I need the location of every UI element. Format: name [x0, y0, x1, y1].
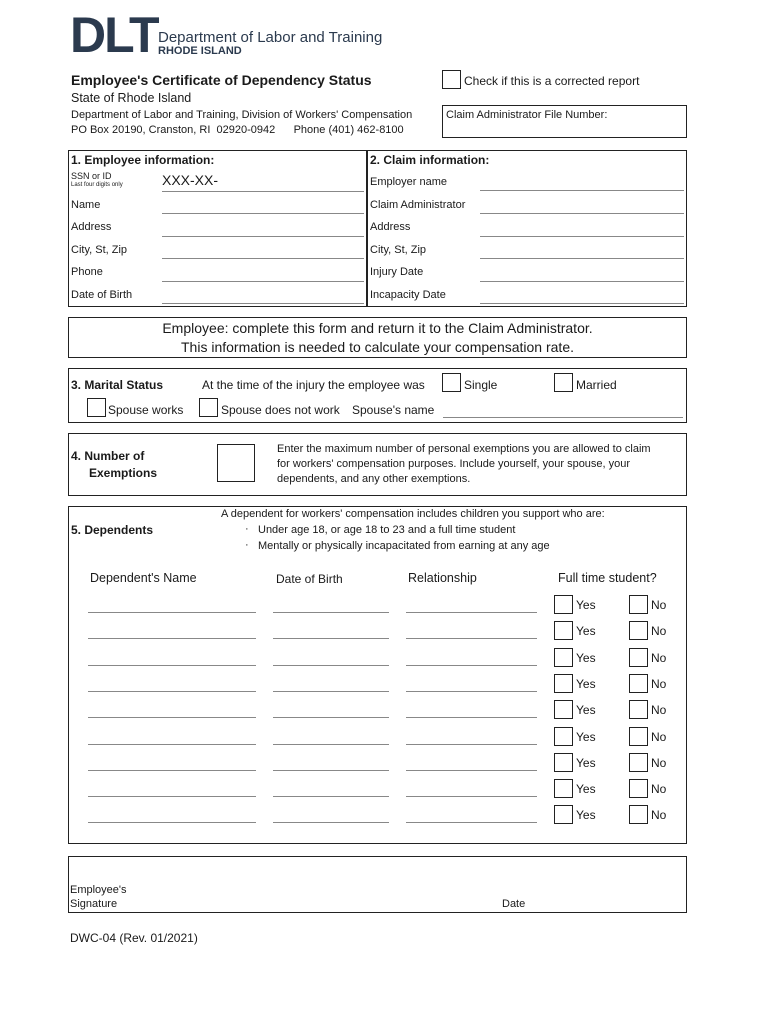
student-yes-checkbox[interactable]	[554, 621, 573, 640]
student-no-checkbox[interactable]	[629, 753, 648, 772]
married-label: Married	[576, 378, 617, 392]
emp-name-label: Name	[71, 199, 101, 211]
signature-box	[68, 856, 687, 913]
dependent-relationship-line[interactable]	[406, 638, 537, 639]
notice-line2: This information is needed to calculate your compensation rate.	[181, 339, 574, 355]
dependent-name-line[interactable]	[88, 822, 256, 823]
dept-name: Department of Labor and Training	[158, 29, 383, 46]
student-yes-checkbox[interactable]	[554, 595, 573, 614]
dependent-relationship-line[interactable]	[406, 717, 537, 718]
student-yes-label: Yes	[576, 651, 596, 665]
emp-name-line[interactable]	[162, 213, 364, 214]
student-no-label: No	[651, 624, 667, 638]
student-yes-label: Yes	[576, 782, 596, 796]
emp-phone-line[interactable]	[162, 281, 364, 282]
exemptions-instr2: for workers' compensation purposes. Include yourself, your spouse, your	[277, 458, 631, 470]
col-student-header: Full time student?	[558, 571, 657, 585]
dependent-relationship-line[interactable]	[406, 822, 537, 823]
dependent-relationship-line[interactable]	[406, 691, 537, 692]
employer-name-line[interactable]	[480, 190, 684, 191]
bullet1-dot: ·	[245, 523, 249, 535]
emp-address-line[interactable]	[162, 236, 364, 237]
student-no-checkbox[interactable]	[629, 700, 648, 719]
dependent-relationship-line[interactable]	[406, 612, 537, 613]
dependent-name-line[interactable]	[88, 744, 256, 745]
spouse-name-line[interactable]	[443, 417, 683, 418]
form-id: DWC-04 (Rev. 01/2021)	[70, 931, 198, 945]
dependent-dob-line[interactable]	[273, 770, 389, 771]
claim-file-label: Claim Administrator File Number:	[446, 109, 608, 121]
emp-phone-label: Phone	[71, 266, 103, 278]
section2-title: 2. Claim information:	[370, 153, 490, 167]
student-no-label: No	[651, 703, 667, 717]
student-yes-label: Yes	[576, 730, 596, 744]
signature-line[interactable]	[125, 911, 495, 912]
student-no-label: No	[651, 808, 667, 822]
dependent-dob-line[interactable]	[273, 691, 389, 692]
ssn-value: XXX-XX-	[162, 172, 219, 188]
dependent-name-line[interactable]	[88, 638, 256, 639]
info-divider	[366, 150, 368, 307]
section3-title: 3. Marital Status	[71, 378, 164, 392]
student-no-label: No	[651, 651, 667, 665]
student-yes-label: Yes	[576, 624, 596, 638]
signature-label-line1: Employee's	[70, 884, 127, 896]
dependent-dob-line[interactable]	[273, 612, 389, 613]
single-label: Single	[464, 378, 498, 392]
student-no-label: No	[651, 730, 667, 744]
emp-dob-label: Date of Birth	[71, 289, 133, 301]
student-yes-checkbox[interactable]	[554, 648, 573, 667]
student-yes-label: Yes	[576, 703, 596, 717]
marital-prompt: At the time of the injury the employee was	[202, 378, 425, 392]
student-yes-checkbox[interactable]	[554, 805, 573, 824]
spouse-name-label: Spouse's name	[352, 403, 435, 417]
student-yes-checkbox[interactable]	[554, 700, 573, 719]
student-no-checkbox[interactable]	[629, 595, 648, 614]
dependent-dob-line[interactable]	[273, 744, 389, 745]
dependent-relationship-line[interactable]	[406, 770, 537, 771]
spouse-works-checkbox[interactable]	[87, 398, 106, 417]
single-checkbox[interactable]	[442, 373, 461, 392]
student-yes-label: Yes	[576, 756, 596, 770]
student-no-checkbox[interactable]	[629, 674, 648, 693]
dependent-relationship-line[interactable]	[406, 665, 537, 666]
student-no-label: No	[651, 756, 667, 770]
married-checkbox[interactable]	[554, 373, 573, 392]
student-yes-label: Yes	[576, 598, 596, 612]
corrected-report-label: Check if this is a corrected report	[464, 74, 640, 88]
dependent-name-line[interactable]	[88, 612, 256, 613]
dependent-name-line[interactable]	[88, 770, 256, 771]
student-no-checkbox[interactable]	[629, 727, 648, 746]
ssn-sublabel: Last four digits only	[71, 182, 123, 188]
dependents-intro: A dependent for workers' compensation includes children you support who are:	[221, 508, 605, 520]
employer-name-label: Employer name	[370, 176, 448, 188]
dependent-dob-line[interactable]	[273, 665, 389, 666]
claim-admin-label: Claim Administrator	[370, 199, 466, 211]
incapacity-date-label: Incapacity Date	[370, 289, 446, 301]
student-no-checkbox[interactable]	[629, 779, 648, 798]
state-line: State of Rhode Island	[71, 91, 192, 105]
emp-address-label: Address	[71, 221, 112, 233]
claim-address-label: Address	[370, 221, 411, 233]
exemptions-instr3: dependents, and any other exemptions.	[277, 473, 471, 485]
exemptions-input[interactable]	[217, 444, 255, 482]
student-yes-label: Yes	[576, 808, 596, 822]
claim-city-line[interactable]	[480, 258, 684, 259]
dependent-name-line[interactable]	[88, 717, 256, 718]
student-no-label: No	[651, 677, 667, 691]
dependent-dob-line[interactable]	[273, 822, 389, 823]
dependent-name-line[interactable]	[88, 796, 256, 797]
ssn-line[interactable]	[162, 191, 364, 192]
emp-city-label: City, St, Zip	[71, 244, 128, 256]
claim-admin-line[interactable]	[480, 213, 684, 214]
division-line: Department of Labor and Training, Division of Workers' Compensation	[71, 109, 413, 121]
incapacity-date-line[interactable]	[480, 303, 684, 304]
state-caps: RHODE ISLAND	[158, 45, 242, 57]
dependents-bullet1: Under age 18, or age 18 to 23 and a full time student	[258, 524, 516, 536]
student-yes-checkbox[interactable]	[554, 727, 573, 746]
section1-title: 1. Employee information:	[71, 153, 215, 167]
dependent-dob-line[interactable]	[273, 638, 389, 639]
injury-date-line[interactable]	[480, 281, 684, 282]
col-dob-header: Date of Birth	[276, 572, 343, 586]
dependent-dob-line[interactable]	[273, 796, 389, 797]
spouse-not-work-label: Spouse does not work	[221, 403, 340, 417]
dependents-bullet2: Mentally or physically incapacitated from earning at any age	[258, 540, 550, 552]
form-title: Employee's Certificate of Dependency Status	[71, 72, 372, 88]
dependent-dob-line[interactable]	[273, 717, 389, 718]
student-no-label: No	[651, 598, 667, 612]
col-rel-header: Relationship	[408, 571, 477, 585]
emp-dob-line[interactable]	[162, 303, 364, 304]
student-yes-checkbox[interactable]	[554, 674, 573, 693]
ssn-label: SSN or ID	[71, 171, 112, 181]
section5-title: 5. Dependents	[71, 523, 154, 537]
col-name-header: Dependent's Name	[90, 571, 197, 585]
dependent-relationship-line[interactable]	[406, 744, 537, 745]
claim-city-label: City, St, Zip	[370, 244, 427, 256]
corrected-report-checkbox[interactable]	[442, 70, 461, 89]
claim-address-line[interactable]	[480, 236, 684, 237]
dependent-name-line[interactable]	[88, 665, 256, 666]
signature-date-line[interactable]	[530, 911, 680, 912]
student-no-checkbox[interactable]	[629, 805, 648, 824]
section4-title-line2: Exemptions	[89, 466, 158, 480]
student-no-checkbox[interactable]	[629, 621, 648, 640]
date-label: Date	[502, 898, 526, 910]
emp-city-line[interactable]	[162, 258, 364, 259]
spouse-not-work-checkbox[interactable]	[199, 398, 218, 417]
section4-title-line1: 4. Number of	[71, 449, 145, 463]
student-yes-label: Yes	[576, 677, 596, 691]
dependent-relationship-line[interactable]	[406, 796, 537, 797]
dependent-name-line[interactable]	[88, 691, 256, 692]
injury-date-label: Injury Date	[370, 266, 424, 278]
student-no-label: No	[651, 782, 667, 796]
logo-letters: DLT	[70, 7, 158, 63]
dlt-logo	[70, 7, 160, 63]
student-no-checkbox[interactable]	[629, 648, 648, 667]
notice-line1: Employee: complete this form and return it to the Claim Administrator.	[162, 320, 593, 336]
exemptions-instr1: Enter the maximum number of personal exemptions you are allowed to claim	[277, 443, 651, 455]
student-yes-checkbox[interactable]	[554, 779, 573, 798]
address-line: PO Box 20190, Cranston, RI 02920-0942 Phone (401) 462-8100	[71, 124, 404, 136]
student-yes-checkbox[interactable]	[554, 753, 573, 772]
signature-label-line2: Signature	[70, 898, 118, 910]
bullet2-dot: ·	[245, 539, 249, 551]
spouse-works-label: Spouse works	[108, 403, 184, 417]
